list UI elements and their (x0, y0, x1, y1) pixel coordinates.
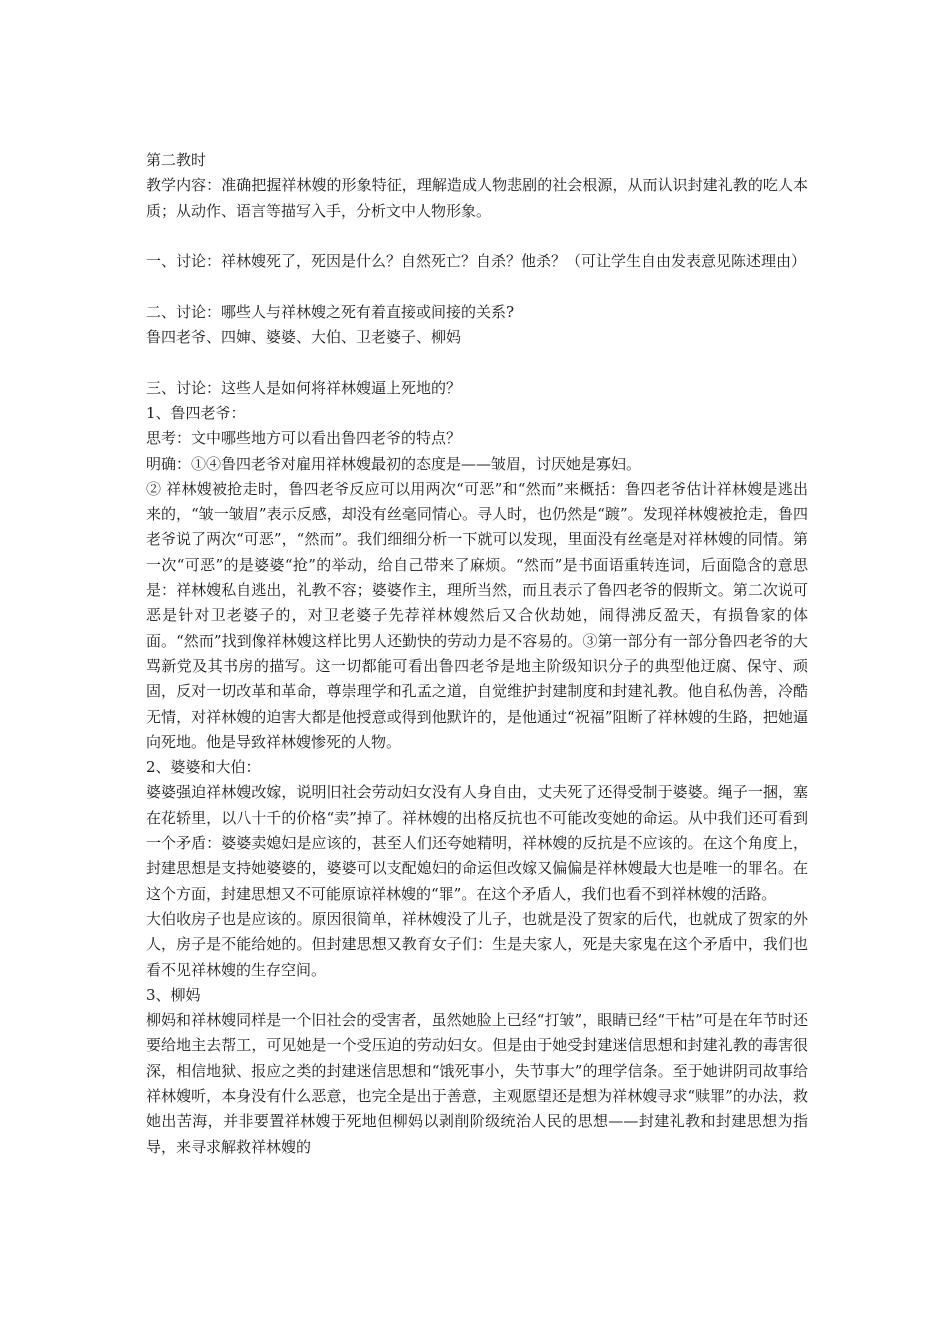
section-two-heading: 2、婆婆和大伯： (146, 758, 261, 777)
section-three-paragraph-one: 柳妈和祥林嫂同样是一个旧社会的受害者，虽然她脸上已经“打皱”，眼睛已经“干枯”可是在年节时还要给地主去帮工，可见她是一个受压迫的劳动妇女。但是由于她受封建迷信思想和封建礼教的毒害很深，相信地狱、报应之类的封建迷信思想和“饿死事小，失节事大”的理学信条。至于她讲阴司故事给祥林嫂听，本身没有什么恶意，也完全是出于善意，主观愿望还是想为祥林嫂寻求“赎罪”的办法，救她出苦海，并非要置祥林嫂于死地但柳妈以剥削阶级统治人民的思想——封建礼教和封建思想为指导，来寻求解救祥林嫂的 (146, 1011, 808, 1156)
section-one-answer-a: 明确：①④鲁四老爷对雇用祥林嫂最初的态度是——皱眉，讨厌她是寡妇。 (146, 454, 642, 473)
spacer (146, 224, 808, 249)
section-one-question: 思考：文中哪些地方可以看出鲁四老爷的特点？ (146, 429, 462, 448)
section-one-heading: 1、鲁四老爷： (146, 403, 246, 422)
lesson-intro: 教学内容：准确把握祥林嫂的形象特征，理解造成人物悲剧的社会根源，从而认识封建礼教的吃人本质；从动作、语言等描写入手，分析文中人物形象。 (146, 176, 808, 220)
spacer (146, 274, 808, 299)
document-body (146, 148, 808, 1160)
section-three-heading: 3、柳妈 (146, 985, 201, 1004)
section-two-paragraph-two: 大伯收房子也是应该的。原因很简单，祥林嫂没了儿子，也就是没了贺家的后代，也就成了贺家的外人，房子是不能给她的。但封建思想又教育女子们：生是夫家人，死是夫家鬼在这个矛盾中，我们也看不见祥林嫂的生存空间。 (146, 909, 808, 979)
discussion-one: 一、讨论：祥林嫂死了，死因是什么？自然死亡？自杀？他杀？（可让学生自由发表意见陈述理由） (146, 252, 807, 271)
discussion-two: 二、讨论：哪些人与祥林嫂之死有着直接或间接的关系? (146, 302, 515, 321)
discussion-three: 三、讨论：这些人是如何将祥林嫂逼上死地的？ (146, 378, 462, 397)
lesson-title: 第二教时 (146, 151, 207, 169)
spacer (146, 350, 808, 375)
section-two-paragraph-one: 婆婆强迫祥林嫂改嫁，说明旧社会劳动妇女没有人身自由，丈夫死了还得受制于婆婆。绳子一捆，塞在花轿里，以八十千的价格“卖”掉了。祥林嫂的出格反抗也不可能改变她的命运。从中我们还可看到一个矛盾：婆婆卖媳妇是应该的，甚至人们还夸她精明，祥林嫂的反抗是不应该的。在这个角度上，封建思想是支持她婆婆的，婆婆可以支配媳妇的命运但改嫁又偏偏是祥林嫂最大也是唯一的罪名。在这个方面，封建思想又不可能原谅祥林嫂的“罪”。在这个矛盾人，我们也看不到祥林嫂的活路。 (146, 783, 808, 903)
discussion-two-answer: 鲁四老爷、四婶、婆婆、大伯、卫老婆子、柳妈 (146, 328, 462, 347)
section-one-answer-b: ② 祥林嫂被抢走时，鲁四老爷反应可以用两次“可恶”和“然而”来概括：鲁四老爷估计祥林嫂是逃出来的，“皱一皱眉”表示反感，却没有丝毫同情心。寻人时，也仍然是“踱”。发现祥林嫂被抢走，鲁四老爷说了两次“可恶”，“然而”。我们细细分析一下就可以发现，里面没有丝毫是对祥林嫂的同情。第一次“可恶”的是婆婆“抢”的举动，给自己带来了麻烦。“然而”是书面语重转连词，后面隐含的意思是：祥林嫂私自逃出，礼教不容；婆婆作主，理所当然，而且表示了鲁四老爷的假斯文。第二次说可恶是针对卫老婆子的，对卫老婆子先荐祥林嫂然后又合伙劫她，闹得沸反盈天，有损鲁家的体面。“然而”找到像祥林嫂这样比男人还勤快的劳动力是不容易的。③第一部分有一部分鲁四老爷的大骂新党及其书房的描写。这一切都能可看出鲁四老爷是地主阶级知识分子的典型他迂腐、保守、顽固，反对一切改革和革命，尊崇理学和孔孟之道，自觉维护封建制度和封建礼教。他自私伪善，冷酷无情，对祥林嫂的迫害大都是他授意或得到他默许的，是他通过“祝福”阻断了祥林嫂的生路，把她逼向死地。他是导致祥林嫂惨死的人物。 (146, 479, 808, 751)
